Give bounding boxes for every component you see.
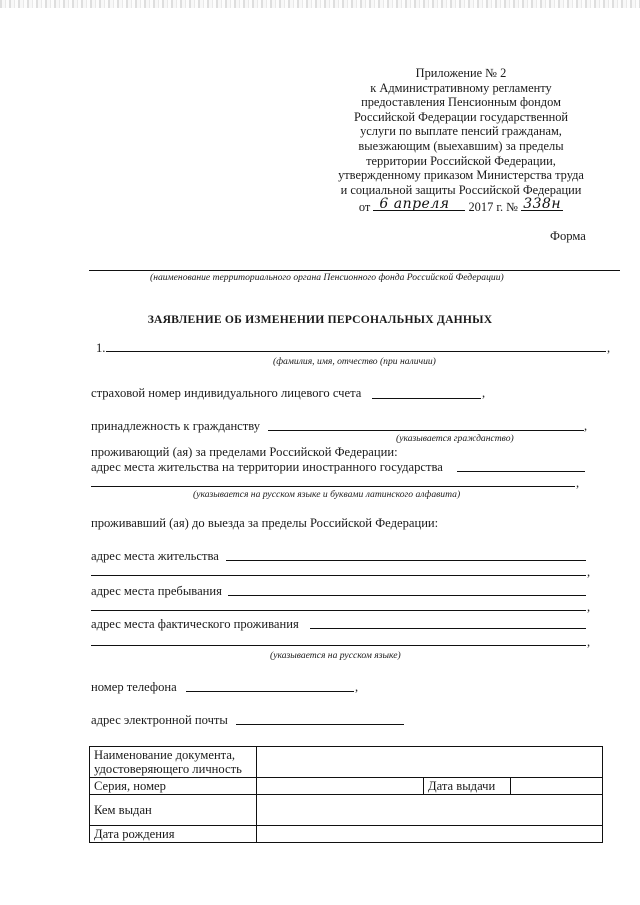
comma: , xyxy=(587,635,591,649)
stay-input-line[interactable] xyxy=(228,595,586,596)
fio-input-line[interactable] xyxy=(106,351,606,352)
appendix-line: Российской Федерации государственной xyxy=(353,109,569,124)
foreign-address-hint: (указывается на русском языке и буквами латинского алфавита) xyxy=(193,489,461,500)
stay-input-line-2[interactable] xyxy=(91,610,586,611)
birth-date-label: Дата рождения xyxy=(90,826,257,843)
email-input-line[interactable] xyxy=(236,724,404,725)
citizenship-hint: (указывается гражданство) xyxy=(396,433,514,444)
order-number-field xyxy=(521,195,563,212)
appendix-line: к Административному регламенту xyxy=(370,80,552,95)
stay-label: адрес места пребывания xyxy=(91,584,222,598)
appendix-line: выезжающим (выехавшим) за пределы xyxy=(358,138,564,153)
table-row xyxy=(90,826,603,843)
id-document-table xyxy=(89,746,603,843)
comma: , xyxy=(584,419,588,433)
fio-hint: (фамилия, имя, отчество (при наличии) xyxy=(273,356,436,367)
form-label: Форма xyxy=(550,229,586,243)
residence-label: адрес места жительства xyxy=(91,549,219,563)
actual-label: адрес места фактического проживания xyxy=(91,617,299,631)
appendix-line: территории Российской Федерации, xyxy=(366,153,556,168)
order-date-handwritten: 6 апреля xyxy=(379,195,450,212)
citizenship-label: принадлежность к гражданству xyxy=(91,419,261,433)
comma: , xyxy=(607,341,611,355)
actual-input-line-2[interactable] xyxy=(91,645,586,646)
citizenship-input-line[interactable] xyxy=(268,430,584,431)
order-line xyxy=(330,195,592,215)
foreign-address-input-line[interactable] xyxy=(457,471,585,472)
table-row xyxy=(90,795,603,826)
issued-by-cell[interactable] xyxy=(257,795,603,826)
doc-name-label: Наименование документа, удостоверяющего личность xyxy=(90,747,257,778)
order-prefix: от xyxy=(358,200,371,215)
appendix-line: утвержденному приказом Министерства труда xyxy=(338,168,584,183)
foreign-address-label: адрес места жительства на территории иностранного государства xyxy=(91,460,443,474)
issue-date-label: Дата выдачи xyxy=(424,778,511,795)
organ-hint: (наименование территориального органа Пенсионного фонда Российской Федерации) xyxy=(150,272,504,283)
appendix-line: услуги по выплате пенсий гражданам, xyxy=(360,124,562,139)
phone-label: номер телефона xyxy=(91,680,177,694)
order-year: 2017 г. № xyxy=(468,200,519,215)
birth-date-cell[interactable] xyxy=(257,826,603,843)
issue-date-cell[interactable] xyxy=(511,778,603,795)
scan-artifact-top xyxy=(0,0,640,8)
snils-label: страховой номер индивидуального лицевого счета xyxy=(91,386,362,400)
order-date-field xyxy=(373,195,465,212)
issued-by-label: Кем выдан xyxy=(90,795,257,826)
abroad-label: проживающий (ая) за пределами Российской Федерации: xyxy=(91,445,398,459)
russian-hint: (указывается на русском языке) xyxy=(270,650,401,661)
appendix-line: Приложение № 2 xyxy=(415,66,507,80)
foreign-address-input-line-2[interactable] xyxy=(91,486,575,487)
appendix-line: и социальной защиты Российской Федерации xyxy=(340,182,582,197)
table-row xyxy=(90,778,603,795)
doc-name-cell[interactable] xyxy=(257,747,603,778)
series-label: Серия, номер xyxy=(90,778,257,795)
series-cell[interactable] xyxy=(257,778,424,795)
order-number-handwritten: 338н xyxy=(523,195,562,212)
form-title: ЗАЯВЛЕНИЕ ОБ ИЗМЕНЕНИИ ПЕРСОНАЛЬНЫХ ДАННЫХ xyxy=(147,313,493,326)
actual-input-line[interactable] xyxy=(310,628,586,629)
comma: , xyxy=(576,476,580,490)
residence-input-line-2[interactable] xyxy=(91,575,586,576)
comma: , xyxy=(587,565,591,579)
appendix-header xyxy=(330,66,592,215)
organ-name-line[interactable] xyxy=(89,270,620,271)
comma: , xyxy=(355,680,359,694)
before-leaving-label: проживавший (ая) до выезда за пределы Российской Федерации: xyxy=(91,516,439,530)
appendix-line: предоставления Пенсионным фондом xyxy=(361,95,561,110)
email-label: адрес электронной почты xyxy=(91,713,228,727)
phone-input-line[interactable] xyxy=(186,691,354,692)
comma: , xyxy=(482,386,486,400)
residence-input-line[interactable] xyxy=(226,560,586,561)
comma: , xyxy=(587,600,591,614)
snils-input-line[interactable] xyxy=(372,398,481,399)
item-number: 1. xyxy=(96,341,106,355)
table-row xyxy=(90,747,603,778)
